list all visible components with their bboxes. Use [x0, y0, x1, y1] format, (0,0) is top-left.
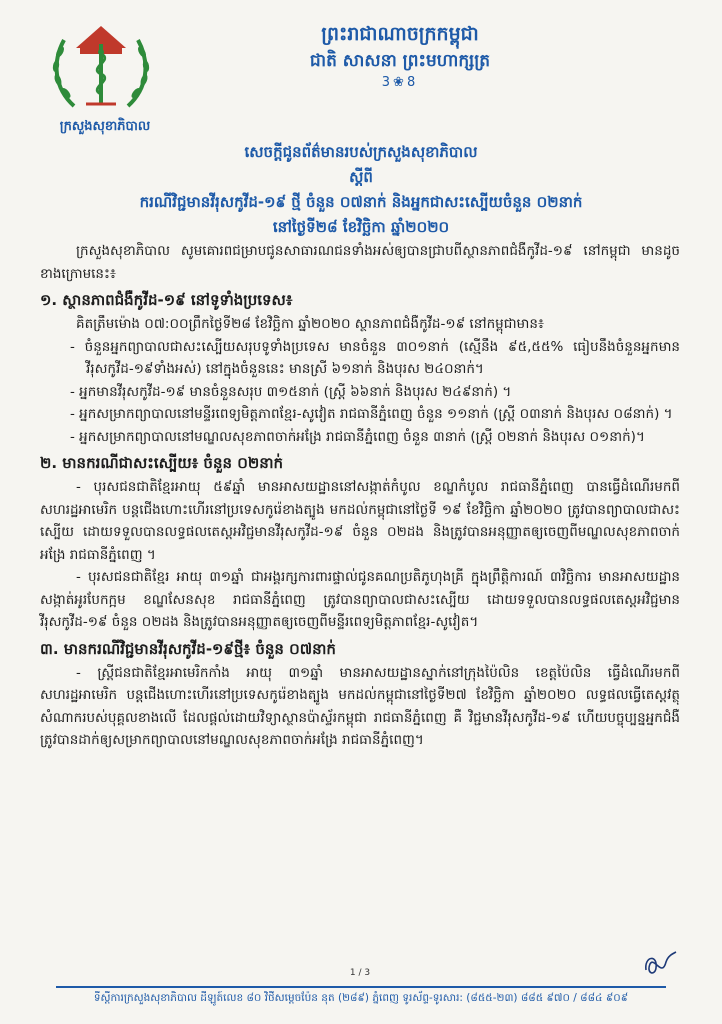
footer-address: ទីស្តីការក្រសួងសុខាភិបាល ដីឡូត៍លេខ ៨០ វិថីសម្តេចប៉ែន នុត (២៨៩) ភ្នំពេញ ទូរស័ព្ទ-ទូរសារ: (៨៥៥-២៣) ៨៨៥ ៩៧០ / ៨៨៤ ៩០៩	[93, 992, 629, 1004]
title-line-4: នៅថ្ងៃទី២៨ ខែវិច្ឆិកា ឆ្នាំ២០២០	[272, 218, 450, 236]
kingdom-header	[230, 20, 570, 92]
section-1-bullet: - អ្នកសម្រាកព្យាបាលនៅមន្ទីរពេទ្យមិត្តភាពខ្មែរ-សូវៀត រាជធានីភ្នំពេញ ចំនួន ១១នាក់ (ស្ត្រី ០៣នាក់ និងបុរស ០៨នាក់) ។	[70, 406, 673, 422]
national-motto: ជាតិ សាសនា ព្រះមហាក្សត្រ	[309, 51, 491, 71]
ornament-divider: 3❀8	[381, 75, 419, 90]
footer-divider	[56, 986, 666, 988]
section-1-bullet: - អ្នកសម្រាកព្យាបាលនៅមណ្ឌលសុខភាពចាក់អង្រែ រាជធានីភ្នំពេញ ចំនួន ៣នាក់ (ស្ត្រី ០២នាក់ និងបុរស ០១នាក់)។	[70, 428, 645, 445]
document-title	[40, 140, 682, 240]
section-3-paragraph: - ស្ត្រីជនជាតិខ្មែរអាមេរិកកាំង អាយុ ៣១ឆ្នាំ មានអាសយដ្ឋានស្នាក់នៅក្រុងប៉ៃលិន ខេត្តប៉ៃលិន ធ្វើដំណើរមកពីសហរដ្ឋអាមេរិក បន្តជើងហោះហើរនៅប្រទេសកូរ៉េខាងត្បូង មកដល់កម្ពុជានៅថ្ងៃទី២៧ ខែវិច្ឆិកា ឆ្នាំ២០២០ លទ្ធផលធ្វើតេស្តវត្ថុសំណាករបស់បុគ្គលខាងលើ ដែលផ្តល់ដោយវិទ្យាស្ថានប៉ាស្ទ័រកម្ពុជា រាជធានីភ្នំពេញ គឺ វិជ្ជមានវីរុសកូវីដ-១៩ ហើយបច្ចុប្បន្នអ្នកជំងឺត្រូវបានដាក់ឲ្យសម្រាកព្យាបាលនៅមណ្ឌលសុខភាពចាក់អង្រែ រាជធានីភ្នំពេញ។	[40, 664, 680, 748]
ministry-of-health-logo	[46, 18, 156, 114]
title-line-1: សេចក្តីជូនព័ត៌មានរបស់ក្រសួងសុខាភិបាល	[244, 143, 478, 161]
section-2-paragraph: - បុរសជនជាតិខ្មែរ អាយុ ៣១ឆ្នាំ ជាអង្គរក្សការពារផ្ទាល់ជូនគណប្រតិភូហុងគ្រី ក្នុងព្រឹត្តិការណ៍ ៣វិច្ឆិការ មានអាសយដ្ឋាន សង្កាត់អូរបែកក្អម ខណ្ឌសែនសុខ រាជធានីភ្នំពេញ ត្រូវបានព្យាបាលជាសះស្បើយ ដោយទទួលបានលទ្ធផលតេស្តអវិជ្ជមានវីរុសកូវីដ-១៩ ចំនួន ០២ដង និងត្រូវបានអនុញ្ញាតឲ្យចេញពីមន្ទីរពេទ្យមិត្តភាពខ្មែរ-សូវៀត។	[40, 569, 680, 630]
page-number: 1 / 3	[349, 968, 371, 978]
title-line-2: ស្តីពី	[349, 168, 373, 186]
intro-paragraph: ក្រសួងសុខាភិបាល សូមគោរពជម្រាបជូនសាធារណជនទាំងអស់ឲ្យបានជ្រាបពីស្ថានភាពជំងឺកូវីដ-១៩ នៅកម្ពុជា មានដូចខាងក្រោមនេះ៖	[40, 243, 680, 282]
section-1-bullet: - ចំនួនអ្នកព្យាបាលជាសះស្បើយសរុបទូទាំងប្រទេស មានចំនួន ៣០១នាក់ (ស្មើនឹង ៩៥,៥៥% ធៀបនឹងចំនួនអ្នកមានវីរុសកូវីដ-១៩ទាំងអស់) នៅក្នុងចំនួននេះ មានស្រី ៦១នាក់ និងបុរស ២៤០នាក់។	[70, 338, 680, 377]
section-2-heading: ២. មានករណីជាសះស្បើយ៖ ចំនួន ០២នាក់	[40, 454, 283, 472]
ministry-label: ក្រសួងសុខាភិបាល	[59, 119, 151, 134]
section-3-heading: ៣. មានករណីវិជ្ជមានវីរុសកូវីដ-១៩ថ្មី៖ ចំនួន ០៧នាក់	[40, 639, 336, 658]
kingdom-title: ព្រះរាជាណាចក្រកម្ពុជា	[321, 23, 479, 45]
title-line-3: ករណីវិជ្ជមានវីរុសកូវីដ-១៩ ថ្មី ចំនួន ០៧នាក់ និងអ្នកជាសះស្បើយចំនួន ០២នាក់	[139, 193, 583, 211]
signature-initials	[640, 948, 680, 980]
section-1-bullet: - អ្នកមានវីរុសកូវីដ-១៩ មានចំនួនសរុប ៣១៥នាក់ (ស្ត្រី ៦៦នាក់ និងបុរស ២៤៩នាក់) ។	[70, 383, 512, 400]
section-2-paragraph: - បុរសជនជាតិខ្មែរអាយុ ៥៩ឆ្នាំ មានអាសយដ្ឋាននៅសង្កាត់កំបូល ខណ្ឌកំបូល រាជធានីភ្នំពេញ បានធ្វើដំណើរមកពីសហរដ្ឋអាមេរិក បន្តជើងហោះហើរនៅប្រទេសកូរ៉េខាងត្បូង មកដល់កម្ពុជានៅថ្ងៃទី ១៩ ខែវិច្ឆិកា ឆ្នាំ២០២០ ត្រូវបានព្យាបាលជាសះស្បើយ ដោយទទួលបានលទ្ធផលតេស្តអវិជ្ជមានវីរុសកូវីដ-១៩ ចំនួន ០២ដង និងត្រូវបានអនុញ្ញាតឲ្យចេញពីមណ្ឌលសុខភាពចាក់អង្រែ រាជធានីភ្នំពេញ ។	[40, 479, 680, 563]
section-1-lead: គិតត្រឹមម៉ោង ០៧:០០ព្រឹកថ្ងៃទី២៨ ខែវិច្ឆិកា ឆ្នាំ២០២០ ស្ថានភាពជំងឺកូវីដ-១៩ នៅកម្ពុជាមាន៖	[76, 316, 544, 332]
section-1-heading: ១. ស្ថានភាពជំងឺកូវីដ-១៩ នៅទូទាំងប្រទេស៖	[40, 291, 293, 309]
document-body	[40, 240, 680, 752]
